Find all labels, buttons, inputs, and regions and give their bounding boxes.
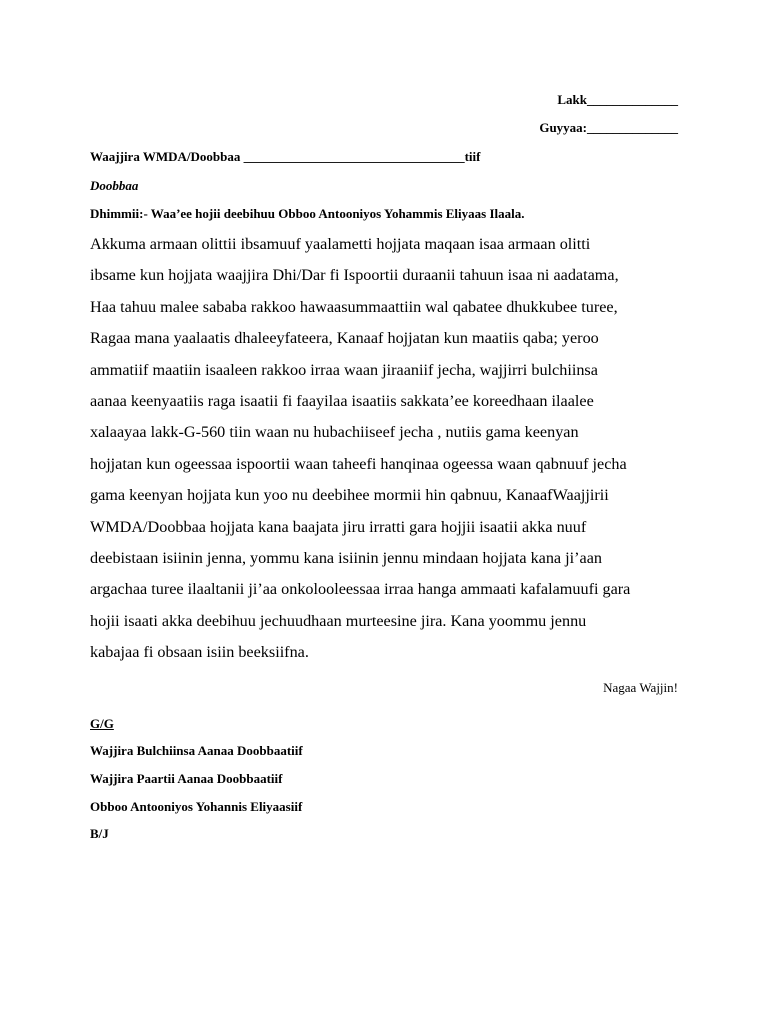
body-line: aanaa keenyaatiis raga isaatii fi faayilaa isaatiis sakkata’ee koreedhaan ilaalee <box>90 392 594 411</box>
copy-recipient: Obboo Antooniyos Yohannis Eliyaasiif <box>90 799 303 814</box>
copy-recipient: Wajjira Paartii Aanaa Doobbaatiif <box>90 771 283 786</box>
body-line: kabajaa fi obsaan isiin beeksiifna. <box>90 643 309 662</box>
copy-recipient: B/J <box>90 826 109 841</box>
body-line: argachaa turee ilaaltanii ji’aa onkolooleessaa irraa hanga ammaati kafalamuufi gara <box>90 580 631 599</box>
body-line: WMDA/Doobbaa hojjata kana baajata jiru irratti gara hojjii isaatii akka nuuf <box>90 517 587 536</box>
body-line: hojjatan kun ogeessaa ispoortii waan taheefi hanqinaa ogeessa waan qabnuuf jecha <box>90 454 627 473</box>
body-line: Akkuma armaan olittii ibsamuuf yaalametti hojjata maqaan isaa armaan olitti <box>90 235 591 253</box>
letter-body <box>90 229 690 669</box>
addressee-line: Waajjira WMDA/Doobbaa __________________________________tiif <box>90 149 481 164</box>
body-line: xalaayaa lakk-G-560 tiin waan nu hubachiiseef jecha , nutiis gama keenyan <box>90 423 579 442</box>
body-line: ibsame kun hojjata waajjira Dhi/Dar fi Ispoortii duraanii tahuun isaa ni aadatama, <box>90 266 619 285</box>
letter-date: Guyyaa:______________ <box>539 120 678 135</box>
body-line: Haa tahuu malee sababa rakkoo hawaasummaattiin wal qabatee dhukkubee turee, <box>90 297 618 316</box>
body-line: ammatiif maatiin isaaleen rakkoo irraa waan jiraaniif jecha, wajjirri bulchiinsa <box>90 360 598 379</box>
addressee-city: Doobbaa <box>90 178 139 193</box>
reference-number: Lakk______________ <box>557 92 678 107</box>
body-line: gama keenyan hojjata kun yoo nu deebihee mormii hin qabnuu, KanaafWaajjirii <box>90 486 609 505</box>
body-line: deebistaan isiinin jenna, yommu kana isiinin jennu mindaan hojjata kana ji’aan <box>90 549 603 568</box>
subject-line: Dhimmii:- Waa’ee hojii deebihuu Obboo Antooniyos Yohammis Eliyaas Ilaala. <box>90 206 525 221</box>
closing-salutation: Nagaa Wajjin! <box>603 680 678 695</box>
body-line: Ragaa mana yaalaatis dhaleeyfateera, Kanaaf hojjatan kun maatiis qaba; yeroo <box>90 329 599 348</box>
copy-recipient: Wajjira Bulchiinsa Aanaa Doobbaatiif <box>90 743 303 758</box>
body-line: hojii isaati akka deebihuu jechuudhaan murteesine jira. Kana yoommu jennu <box>90 611 587 630</box>
copy-heading: G/G <box>90 716 114 731</box>
